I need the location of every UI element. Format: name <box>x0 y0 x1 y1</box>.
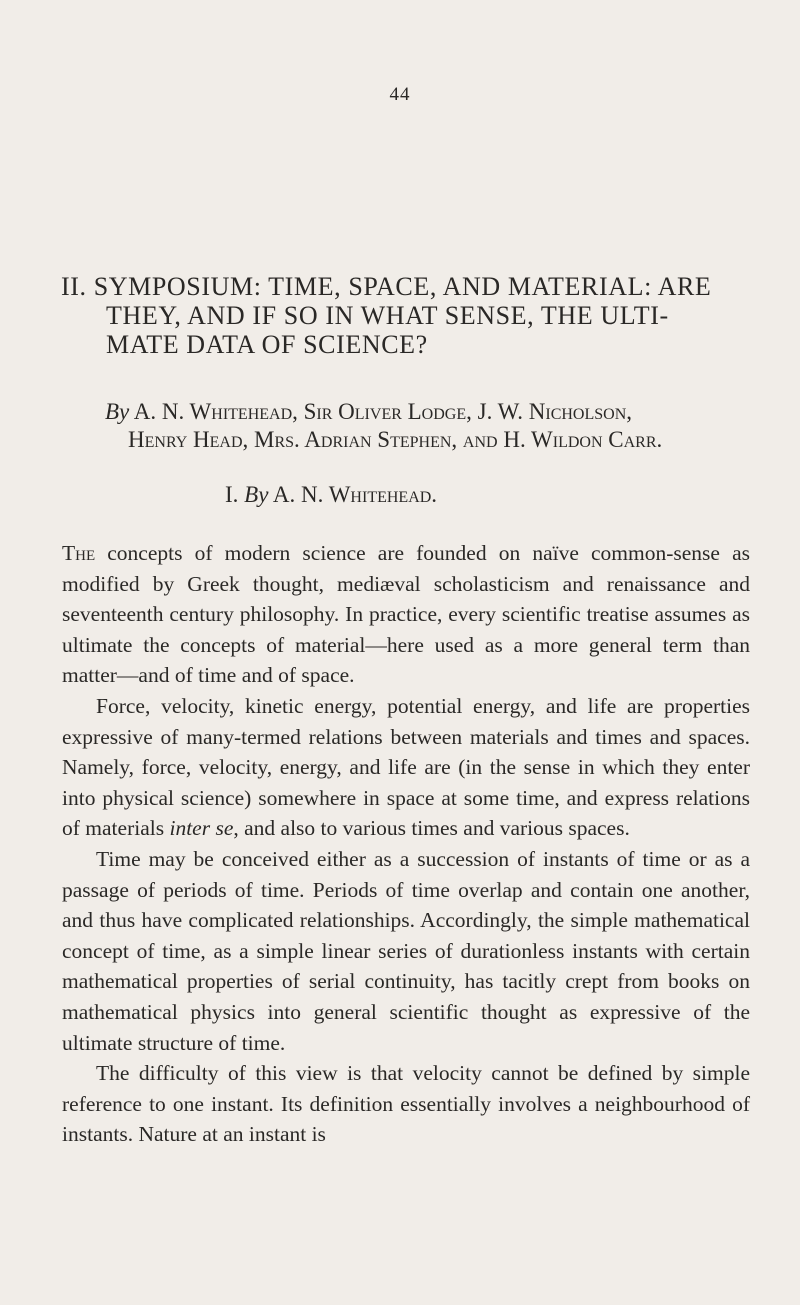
section-heading <box>225 482 437 508</box>
symposium-title <box>61 272 751 359</box>
author-line-1 <box>105 398 755 426</box>
section-author: A. N. Whitehead. <box>272 482 438 507</box>
body-text <box>62 538 750 1150</box>
paragraph-1-text: concepts of modern science are founded on naïve common-sense as modified by Greek thought, mediæval scholasticism and renaissance and seventeenth century philosophy. In practice, every scientific treatise assumes as ultimate the concepts of material—here used as a more general term than matter—and of time and of space. <box>62 541 750 688</box>
author-names-1: A. N. Whitehead, Sir Oliver Lodge, J. W. Nicholson, <box>133 399 633 424</box>
paragraph-3: Time may be conceived either as a succession of instants of time or as a passage of periods of time. Periods of time overlap and contain one another, and thus have complicated relationships. Accordingly, the simple mathematical concept of time, as a simple linear series of durationless instants with certain mathematical properties of serial continuity, has tacitly crept from books on mathematical physics into general scientific thought as expressive of the ultimate structure of time. <box>62 846 750 1055</box>
section-number: I. <box>225 482 239 507</box>
paragraph-1-lead: The <box>62 541 96 565</box>
title-line-1: II. SYMPOSIUM: TIME, SPACE, AND MATERIAL: ARE <box>61 272 712 301</box>
paragraph-4: The difficulty of this view is that velocity cannot be defined by simple reference to one instant. Its definition essentially involves a neighbourhood of instants. Nature at an instant is <box>62 1061 750 1147</box>
author-line-2: Henry Head, Mrs. Adrian Stephen, and H. Wildon Carr. <box>128 427 663 452</box>
authors-by: By <box>105 399 130 424</box>
author-list <box>105 398 755 454</box>
paragraph-2-italic: inter se <box>169 816 234 841</box>
paragraph-2-text-b: , and also to various times and various spaces. <box>233 816 630 841</box>
paragraph-2-text-a: Force, velocity, kinetic energy, potential energy, and life are properties expressive of many-termed relations between materials and times and spaces. Namely, force, velocity, energy, and life are (in the sense in which they enter into physical science) somewhere in space at some time, and express relations of materials <box>62 693 750 841</box>
section-by: By <box>244 482 269 507</box>
page-number: 44 <box>389 84 411 105</box>
title-line-2: THEY, AND IF SO IN WHAT SENSE, THE ULTI- <box>106 301 669 330</box>
paragraph-2 <box>62 691 750 844</box>
paragraph-1 <box>62 538 750 691</box>
title-line-3: MATE DATA OF SCIENCE? <box>106 330 428 359</box>
